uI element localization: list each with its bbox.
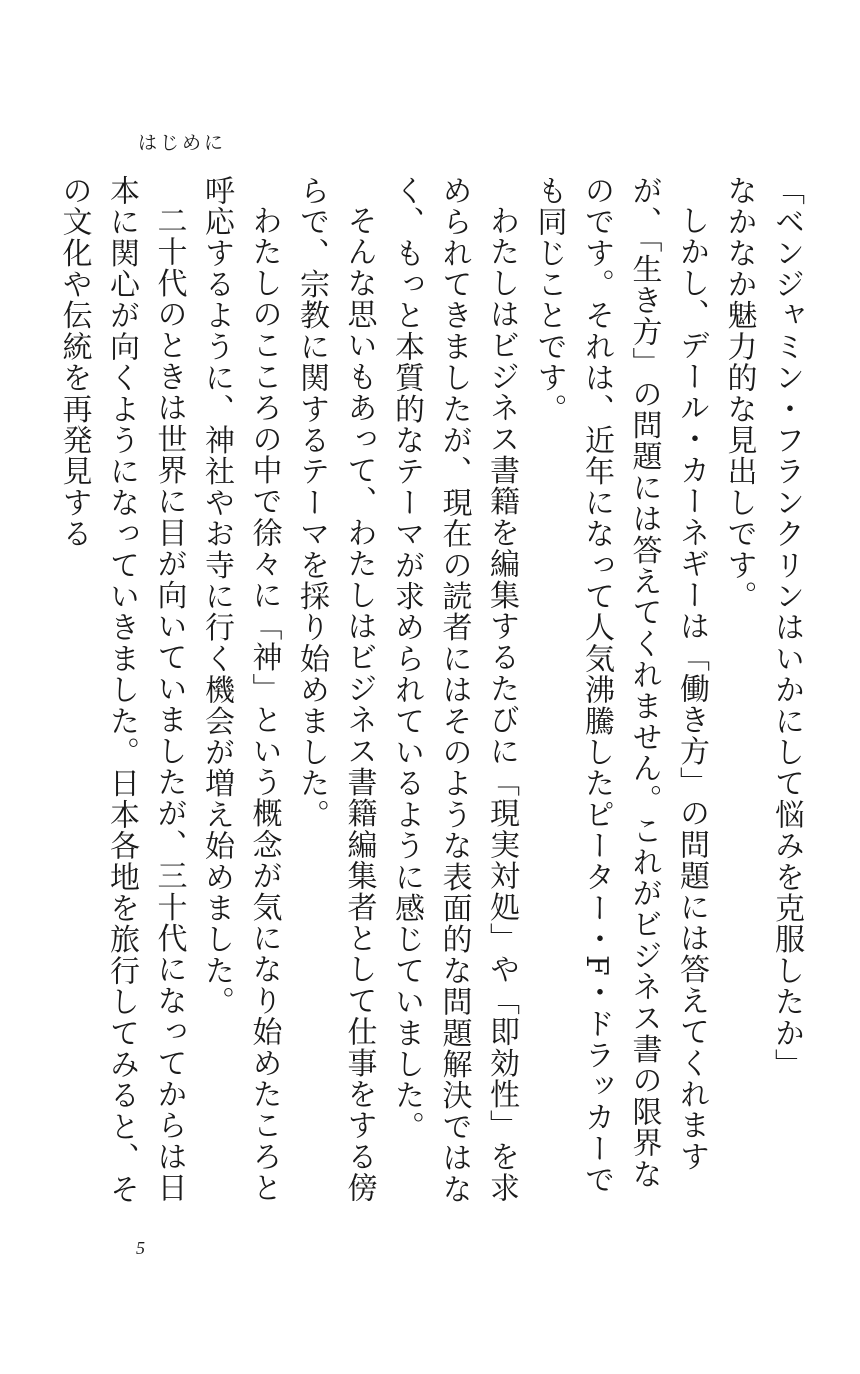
- paragraph-2: なかなか魅力的な見出しです。: [721, 175, 757, 612]
- paragraph-3: しかし、デール・カーネギーは「働き方」の問題には答えてくれますが、「生き方」の問題には答えてくれません。これがビジネス書の限界なのです。それは、近年になって人気沸騰したピーター・F・ドラッカーでも同じことです。: [531, 175, 709, 1196]
- page-number: 5: [136, 1238, 145, 1258]
- paragraph-4: わたしはビジネス書籍を編集するたびに「現実対処」や「即効性」を求められてきましたが、現在の読者にはそのような表面的な問題解決ではなく、もっと本質的なテーマが求められているように感じていました。: [389, 175, 519, 1205]
- paragraph-6: わたしのこころの中で徐々に「神」という概念が気になり始めたころと呼応するように、神社やお寺に行く機会が増え始めました。: [199, 175, 282, 1204]
- running-head: はじめに: [138, 132, 227, 154]
- body-text: [56, 175, 810, 1215]
- paragraph-7: 二十代のときは世界に目が向いていましたが、三十代になってからは日本に関心が向くようになっていきました。日本各地を旅行してみると、その文化や伝統を再発見する: [56, 175, 187, 1205]
- paragraph-1: 「ベンジャミン・フランクリンはいかにして悩みを克服したか」: [769, 175, 804, 1080]
- paragraph-5: そんな思いもあって、わたしはビジネス書籍編集者として仕事をする傍らで、宗教に関するテーマを採り始めました。: [294, 175, 377, 1204]
